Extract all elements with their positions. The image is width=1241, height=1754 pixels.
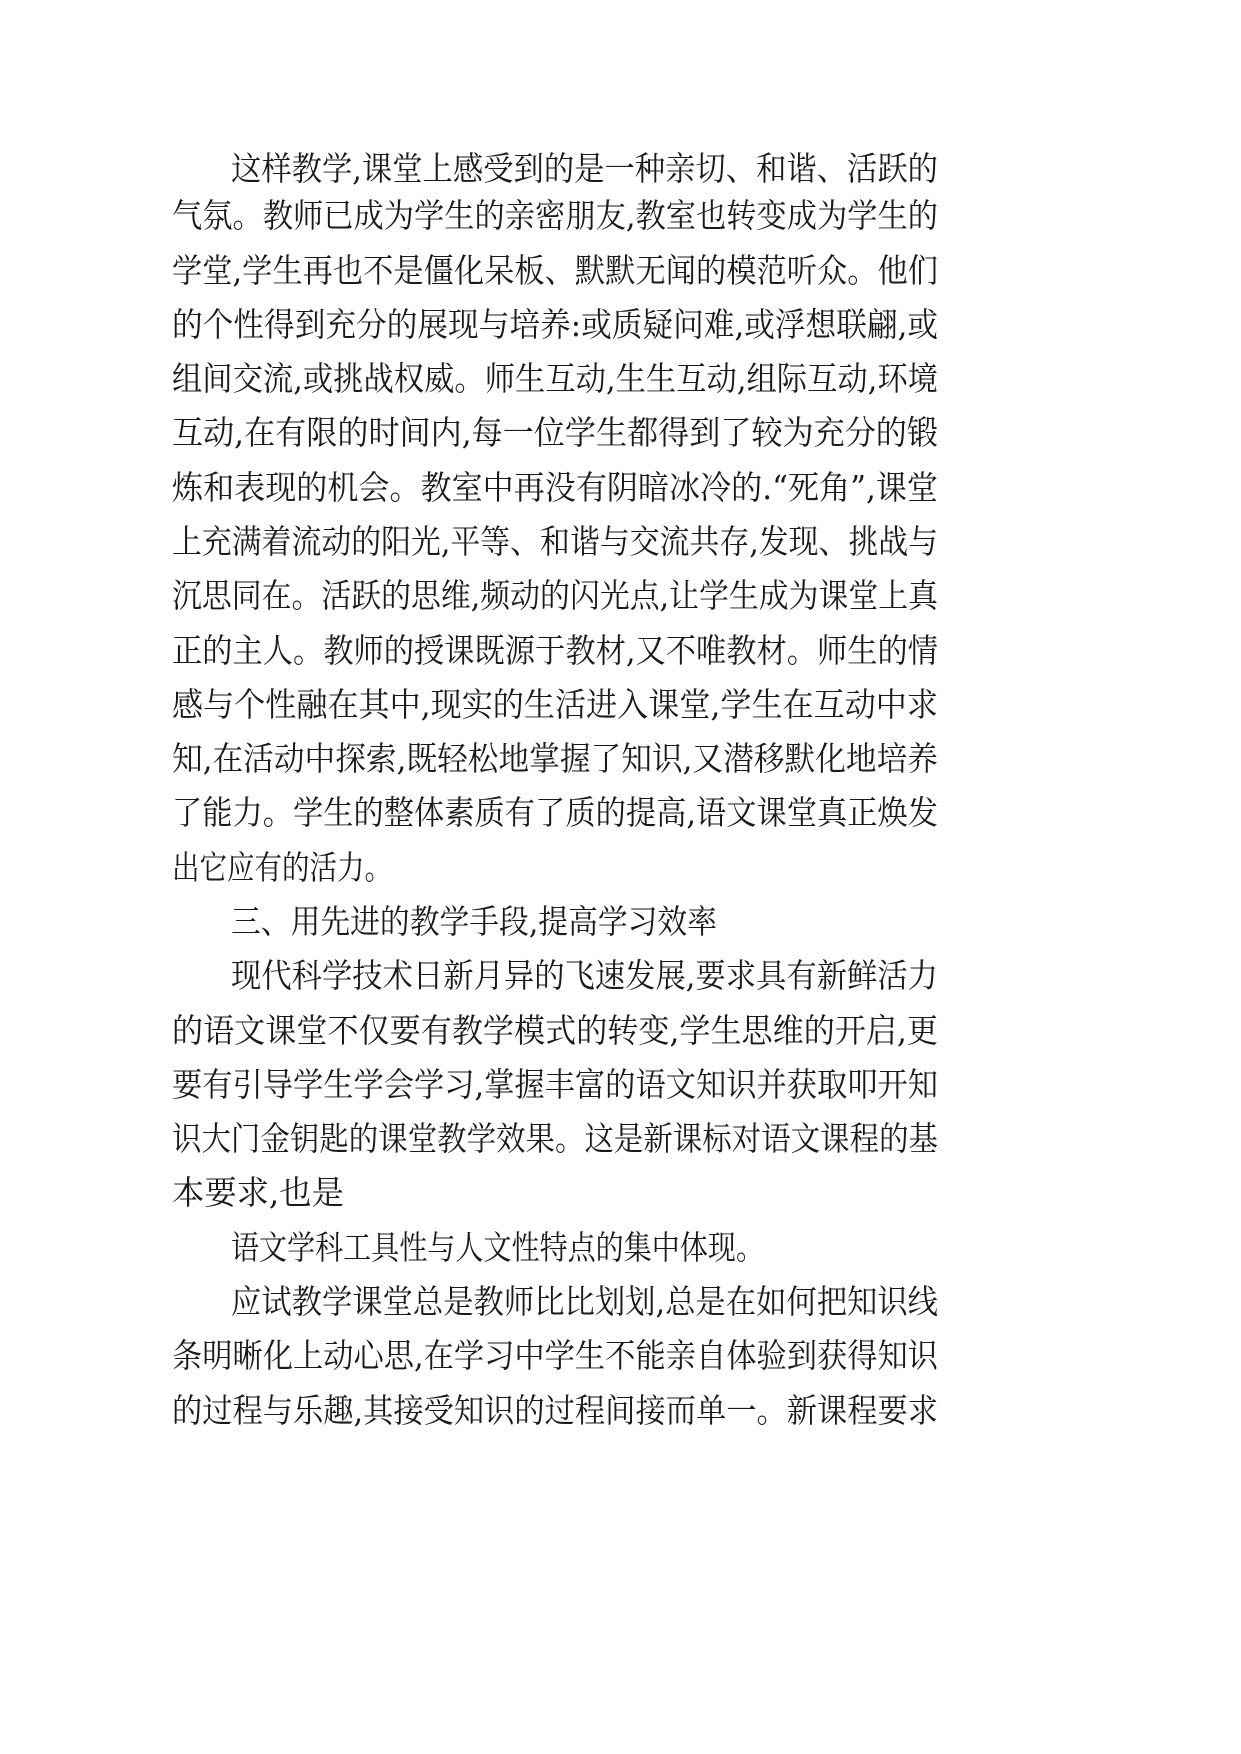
text-line-content: 条明晰化上动心思,在学习中学生不能亲自体验到获得知识 <box>172 1336 938 1375</box>
text-line <box>0 838 1241 898</box>
text-line-content: 识大门金钥匙的课堂教学效果。这是新课标对语文课程的基 <box>172 1119 938 1158</box>
text-line-content: 炼和表现的机会。教室中再没有阴暗冰冷的.“死角”,课堂 <box>172 468 938 507</box>
section-heading-text: 三、用先进的教学手段,提高学习效率 <box>231 902 717 941</box>
text-line <box>0 1381 1241 1441</box>
text-line-content: 的语文课堂不仅要有教学模式的转变,学生思维的开启,更 <box>172 1011 938 1050</box>
text-line <box>0 458 1241 518</box>
section-heading <box>0 892 1241 952</box>
text-line <box>0 1001 1241 1061</box>
text-line <box>0 675 1241 735</box>
text-line <box>0 1218 1241 1278</box>
text-line <box>0 621 1241 681</box>
text-line-content: 学堂,学生再也不是僵化呆板、默默无闻的模范听众。他们 <box>172 251 938 290</box>
text-line-content: 组间交流,或挑战权威。师生互动,生生互动,组际互动,环境 <box>172 359 938 398</box>
text-line-content: 本要求,也是 <box>172 1173 344 1212</box>
text-line-content: 的个性得到充分的展现与培养:或质疑问难,或浮想联翩,或 <box>172 305 938 344</box>
text-line <box>0 946 1241 1006</box>
text-line <box>0 349 1241 409</box>
text-line <box>0 1326 1241 1386</box>
text-line-content: 上充满着流动的阳光,平等、和谐与交流共存,发现、挑战与 <box>172 522 938 561</box>
text-line-content: 知,在活动中探索,既轻松地掌握了知识,又潜移默化地培养 <box>172 739 938 778</box>
text-line <box>0 512 1241 572</box>
text-line <box>0 783 1241 843</box>
text-line-content: 的过程与乐趣,其接受知识的过程间接而单一。新课程要求 <box>172 1391 938 1430</box>
text-line <box>0 186 1241 246</box>
text-line-content: 出它应有的活力。 <box>172 848 392 887</box>
text-line-content: 语文学科工具性与人文性特点的集中体现。 <box>231 1228 764 1267</box>
text-line <box>0 566 1241 626</box>
text-line-content: 感与个性融在其中,现实的生活进入课堂,学生在互动中求 <box>172 685 938 724</box>
text-line-content: 气氛。教师已成为学生的亲密朋友,教室也转变成为学生的 <box>172 196 938 235</box>
text-line-content: 要有引导学生学会学习,掌握丰富的语文知识并获取叩开知 <box>172 1065 938 1104</box>
text-line <box>0 1109 1241 1169</box>
text-line <box>0 1272 1241 1332</box>
text-line-content: 应试教学课堂总是教师比比划划,总是在如何把知识线 <box>231 1282 938 1321</box>
text-line <box>0 729 1241 789</box>
text-line-content: 了能力。学生的整体素质有了质的提高,语文课堂真正焕发 <box>172 793 938 832</box>
text-line <box>0 295 1241 355</box>
text-line <box>0 1163 1241 1223</box>
text-line <box>0 403 1241 463</box>
text-line-content: 正的主人。教师的授课既源于教材,又不唯教材。师生的情 <box>172 631 938 670</box>
text-line-content: 这样教学,课堂上感受到的是一种亲切、和谐、活跃的 <box>231 149 938 188</box>
text-line <box>0 241 1241 301</box>
text-line <box>0 1055 1241 1115</box>
text-line-content: 互动,在有限的时间内,每一位学生都得到了较为充分的锻 <box>172 413 938 452</box>
text-line-content: 现代科学技术日新月异的飞速发展,要求具有新鲜活力 <box>231 956 938 995</box>
text-line-content: 沉思同在。活跃的思维,频动的闪光点,让学生成为课堂上真 <box>172 576 938 615</box>
